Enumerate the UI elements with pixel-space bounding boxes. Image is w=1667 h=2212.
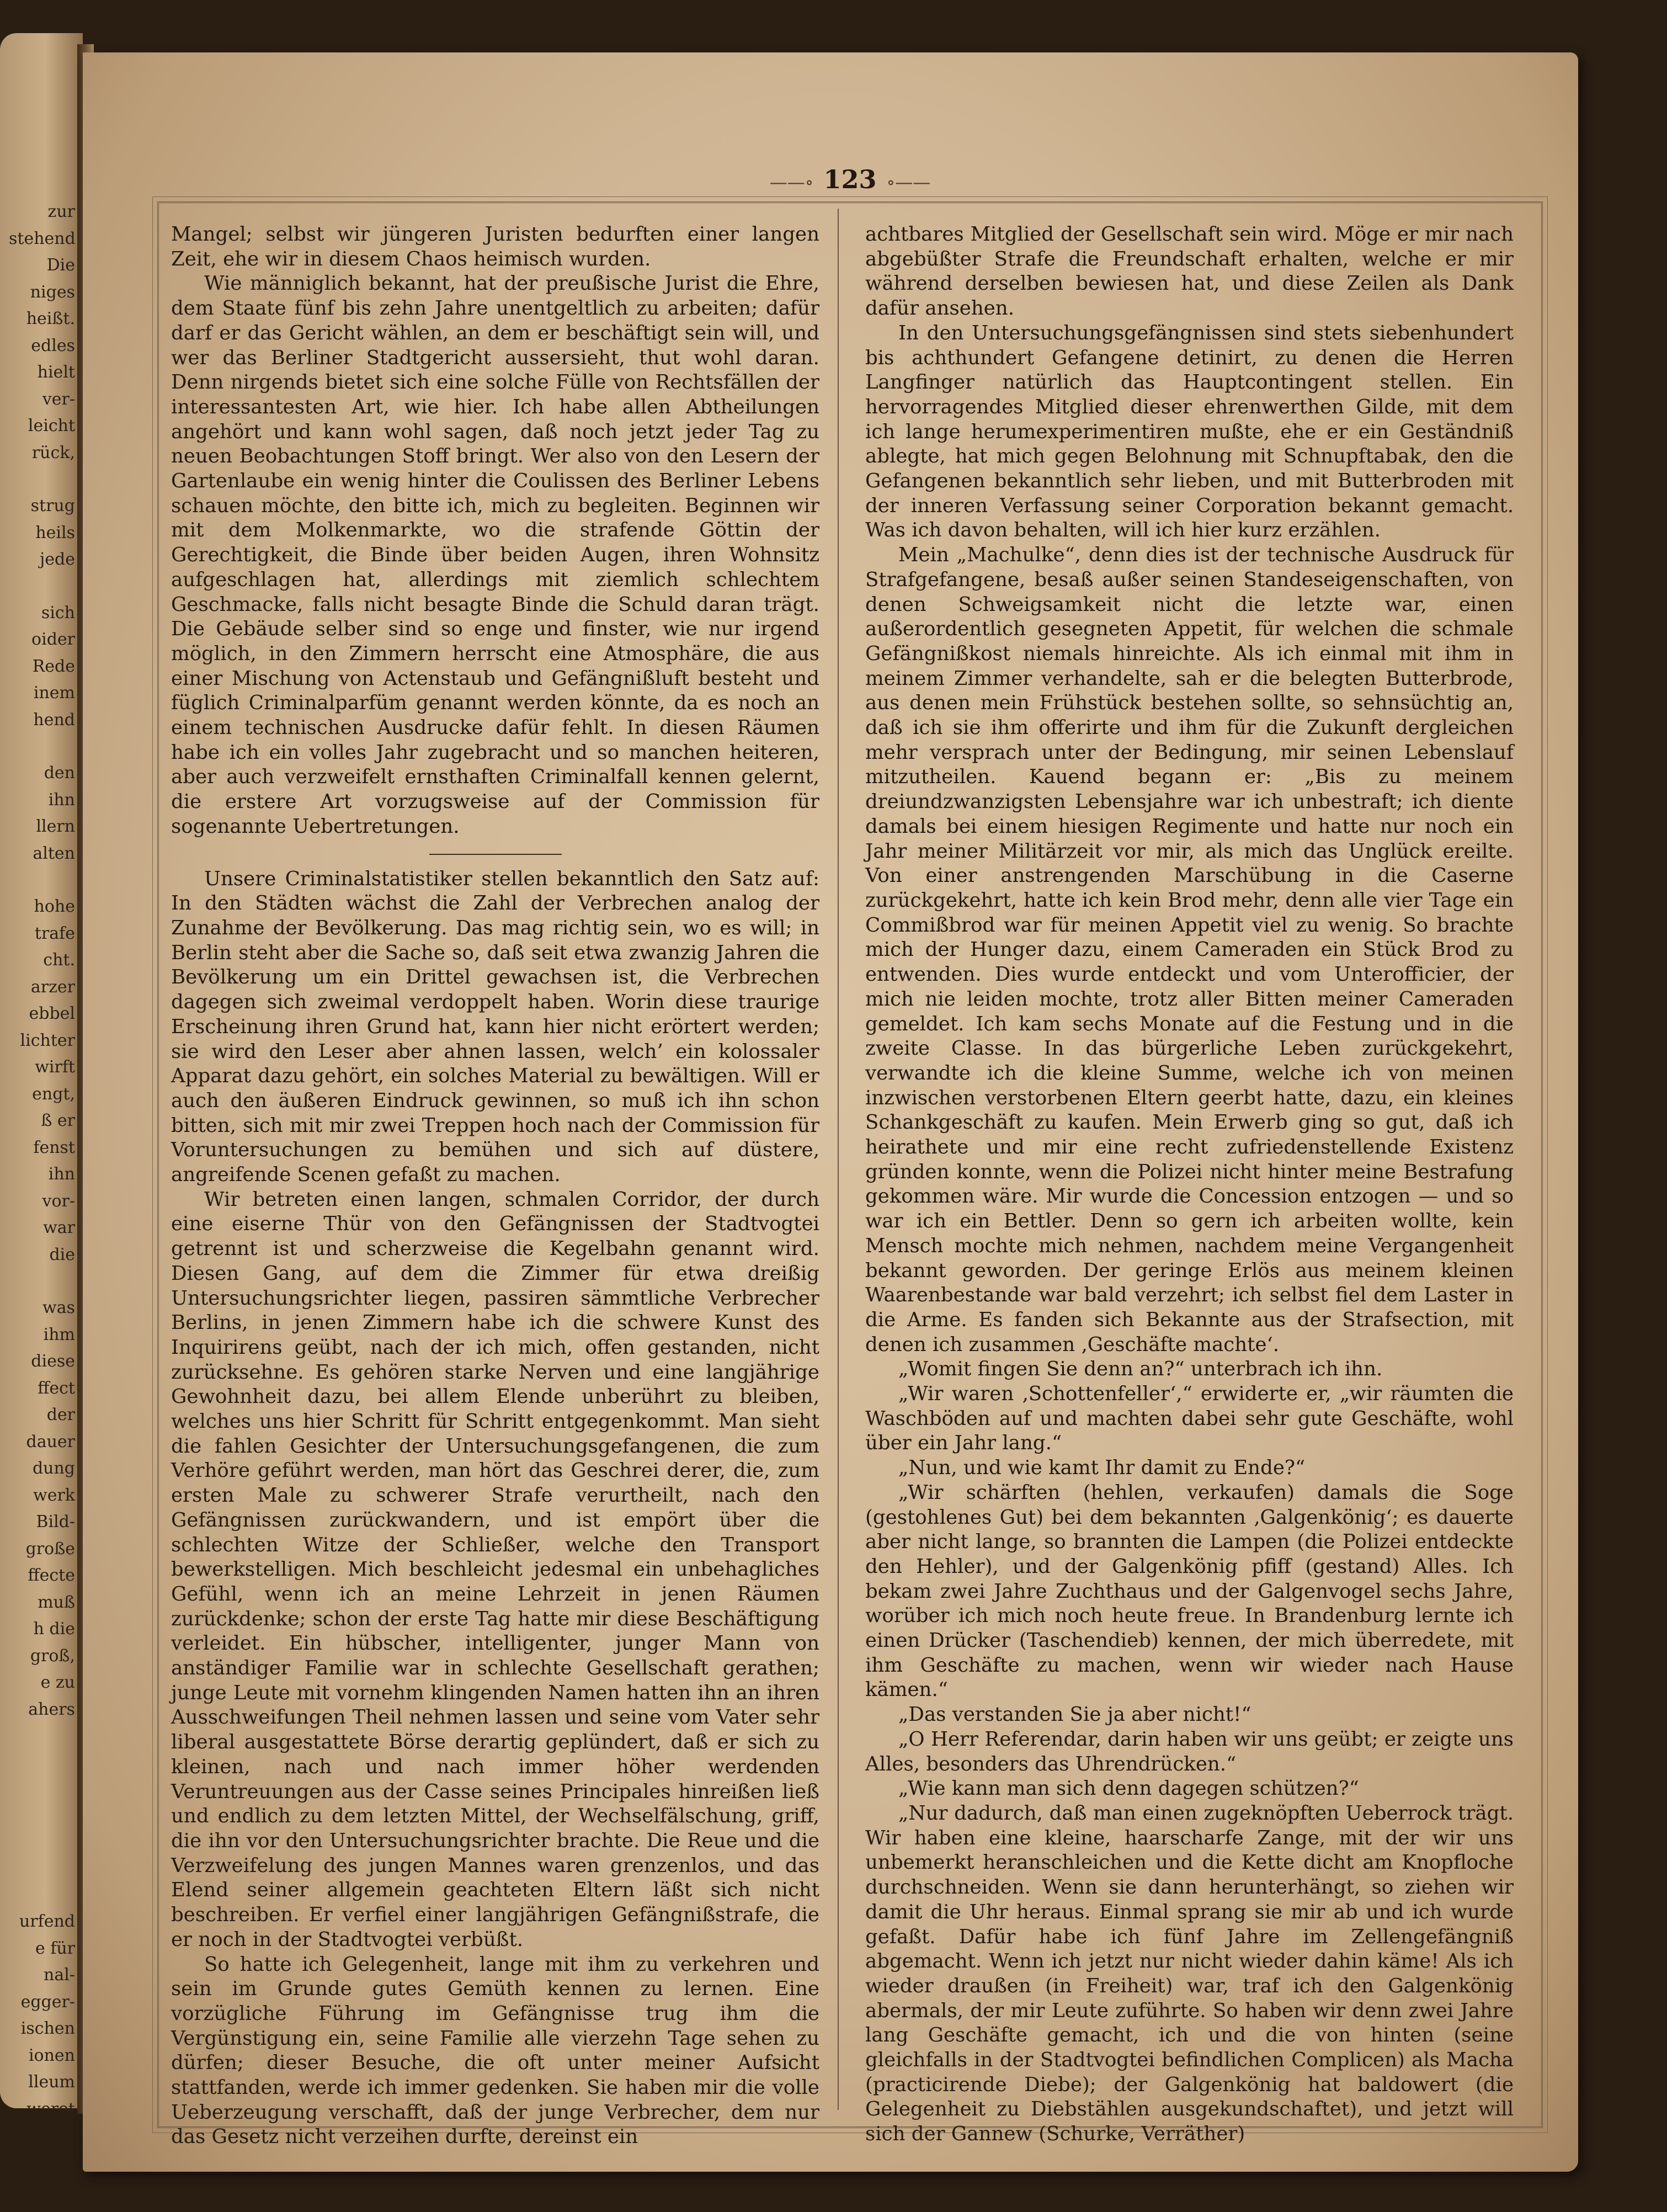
previous-page-fragment: hend — [33, 710, 75, 730]
previous-page-fragment: zur — [47, 202, 75, 221]
previous-page-fragment: lleum — [28, 2072, 75, 2092]
previous-page-fragment: stehend — [9, 228, 76, 248]
page-number-header — [159, 164, 1541, 194]
previous-page-text-fragments — [9, 199, 75, 2123]
previous-page-fragment: inem — [33, 683, 75, 703]
previous-page-fragment: dung — [32, 1459, 75, 1478]
previous-page-fragment: jede — [39, 550, 75, 569]
previous-page-fragment: e für — [35, 1938, 75, 1958]
previous-page-fragment — [9, 733, 75, 760]
previous-page-fragment: ffect — [38, 1378, 75, 1398]
previous-page-fragment — [9, 867, 75, 894]
section-rule — [429, 854, 562, 855]
previous-page-fragment: die — [49, 1245, 75, 1264]
previous-page-fragment: ffecte — [28, 1566, 75, 1585]
previous-page-fragment: war — [43, 1218, 75, 1237]
previous-page-fragment: fenst — [33, 1137, 75, 1157]
previous-page-fragment — [9, 1776, 75, 1802]
previous-page-fragment: llern — [36, 817, 75, 836]
previous-page-fragment: ionen — [28, 2045, 75, 2065]
previous-page-fragment: heils — [35, 523, 75, 543]
previous-page-edge — [0, 33, 83, 2119]
previous-page-fragment: engt, — [32, 1084, 75, 1104]
previous-page-fragment: muß — [38, 1592, 75, 1612]
previous-page-fragment: was — [42, 1298, 75, 1317]
previous-page-fragment — [9, 1802, 75, 1829]
previous-page-fragment: groß, — [30, 1646, 75, 1666]
paragraph: achtbares Mitglied der Gesellschaft sein wird. Möge er mir nach abgebüßter Strafe die Freundschaft erhalten, welche er mir während derselben bewiesen hat, und diese Zeilen als Dank dafür ansehen. — [865, 223, 1514, 320]
previous-page-fragment: ver- — [42, 389, 75, 409]
paragraph: Mangel; selbst wir jüngeren Juristen bedurften einer langen Zeit, ehe wir in diesem Chaos heimisch wurden. — [171, 223, 819, 270]
previous-page-fragment: nal- — [44, 1965, 75, 1985]
previous-page-fragment: cht. — [43, 950, 75, 970]
previous-page-fragment: hohe — [34, 897, 75, 916]
previous-page-fragment — [9, 1750, 75, 1776]
page-number: 123 — [823, 164, 877, 194]
previous-page-fragment: rück, — [31, 443, 75, 462]
previous-page-fragment: große — [25, 1539, 75, 1559]
paragraph: So hatte ich Gelegenheit, lange mit ihm zu verkehren und sein im Grunde gutes Gemüth kennen zu lernen. Eine vorzügliche Führung im Gefängnisse trug ihm die Vergünstigung ein, seine Familie alle vierzehn Tage sehen zu dürfen; dieser Besuche, die oft unter meiner Aufsicht stattfanden, werde ich immer gedenken. Sie haben mir die volle Ueberzeugung verschafft, daß der junge Verbrecher, dem nur das Gesetz nicht verzeihen durfte, dereinst ein — [171, 1953, 819, 2149]
previous-page-fragment: e zu — [40, 1673, 75, 1692]
previous-page-fragment: Die — [46, 256, 75, 275]
previous-page-fragment: oider — [31, 630, 75, 649]
previous-page-fragment: dauer — [26, 1432, 75, 1451]
previous-page-fragment: urfend — [19, 1912, 75, 1931]
ornament-right: ∘—— — [886, 172, 931, 193]
previous-page-fragment: edles — [31, 336, 75, 355]
dialogue-line: „Nun, und wie kamt Ihr damit zu Ende?“ — [898, 1456, 1306, 1480]
paragraph: Mein „Machulke“, denn dies ist der technische Ausdruck für Strafgefangene, besaß außer seinen Standeseigenschaften, von denen Schweigsamkeit nicht die letzte war, einen außerordentlich gesegneten Appetit, für welchen die schmale Gefängnißkost niemals hinreichte. Als ich einmal mit ihm in meinem Zimmer verhandelte, sah er die belegten Butterbrode, aus denen mein Frühstück bestehen sollte, so sehnsüchtig an, daß ich sie ihm offerirte und ihm für die Zukunft dergleichen mehr versprach unter der Bedingung, mir seinen Lebenslauf mitzutheilen. Kauend begann er: „Bis zu meinem dreiundzwanzigsten Lebensjahre war ich unbestraft; ich diente damals bei einem hiesigen Regimente und hatte nur noch ein Jahr meiner Militärzeit vor mir, als mich das Unglück ereilte. Von einer anstrengenden Marschübung in die Caserne zurückgekehrt, hatte ich kein Brod mehr, denn alle vier Tage ein Commißbrod war für meinen Appetit viel zu wenig. So brachte mich der Hunger dazu, einem Cameraden ein Stück Brod zu entwenden. Dies wurde entdeckt und vom Unterofficier, der mich nie leiden mochte, trotz aller Bitten meiner Cameraden gemeldet. Ich kam sechs Monate auf die Festung und in die zweite Classe. In das bürgerliche Leben zurückgekehrt, verwandte ich die kleine Summe, welche ich von meinen inzwischen verstorbenen Eltern geerbt hatte, dazu, ein kleines Schankgeschäft zu kaufen. Mein Erwerb ging so gut, daß ich heirathete und mir eine recht zufriedenstellende Existenz gründen konnte, wenn die Polizei nicht hinter meine Bestrafung gekommen wäre. Mir wurde die Concession entzogen — und so war ich ein Bettler. Denn so gern ich arbeiten wollte, kein Mensch mochte mich nehmen, nachdem meine Vergangenheit bekannt geworden. Der geringe Erlös aus meinem kleinen Waarenbestande war bald verzehrt; ich selbst fiel dem Laster in die Arme. Es fanden sich Bekannte aus der Strafsection, mit denen ich zusammen ‚Geschäfte machte‘. — [865, 544, 1514, 1356]
dialogue-line: „Wir schärften (hehlen, verkaufen) damals die Soge (gestohlenes Gut) bei dem bekannten ‚Galgenkönig‘; es dauerte aber nicht lange, so brannten die Lampen (die Polizei entdeckte den Hehler), und der Galgenkönig pfiff (gestand) Alles. Ich bekam zwei Jahre Zuchthaus und der Galgenvogel sechs Jahre, worüber ich mich noch heute freue. In Brandenburg lernte ich einen Drücker (Taschendieb) kennen, der mich überredete, mit ihm Geschäfte zu machen, wenn wir wieder nach Hause kämen.“ — [865, 1481, 1514, 1701]
page-frame — [157, 164, 1543, 2149]
book-page — [83, 52, 1578, 2172]
paragraph: In den Untersuchungsgefängnissen sind stets siebenhundert bis achthundert Gefangene detinirt, zu denen die Herren Langfinger natürlich das Hauptcontingent stellen. Ein hervorragendes Mitglied dieser ehrenwerthen Gilde, mit dem ich lange herumexperimentiren mußte, ehe er ein Geständniß ablegte, hat mich gegen Belohnung mit Schnupftabak, den die Gefangenen bekanntlich sehr lieben, und mit Butterbroden mit der inneren Verfassung seiner Corporation bekannt gemacht. Was ich davon behalten, will ich hier kurz erzählen. — [865, 321, 1514, 542]
dialogue-line: „Nur dadurch, daß man einen zugeknöpften Ueberrock trägt. Wir haben eine kleine, haarscharfe Zange, mit der wir uns unbemerkt heranschleichen und die Kette dicht am Knopfloche durchschneiden. Wenn sie dann herunterhängt, so ziehen wir damit die Uhr heraus. Einmal sprang sie mir ab und ich wurde gefaßt. Dafür habe ich fünf Jahre im Zellengefängniß abgemacht. Wenn ich jetzt nur nicht wieder dahin käme! Als ich wieder draußen (in Freiheit) war, traf ich den Galgenkönig abermals, der mir Leute zuführte. So haben wir denn zwei Jahre lang Geschäfte gemacht, ich und die von hinten (seine gleichfalls in der Stadtvogtei befindlichen Complicen) als Macha (practicirende Diebe); der Galgenkönig hat baldowert (die Gelegenheit zu Diebstählen ausgekundschaftet), und jetzt will sich der Gannew (Schurke, Verräther) — [865, 1802, 1514, 2146]
right-column — [865, 222, 1514, 2147]
previous-page-fragment: wirft — [35, 1057, 75, 1077]
previous-page-fragment: der — [46, 1405, 75, 1424]
previous-page-fragment: Rede — [32, 656, 75, 676]
dialogue-line: „Das verstanden Sie ja aber nicht!“ — [898, 1703, 1251, 1726]
previous-page-fragment: den — [44, 763, 75, 783]
left-column — [171, 222, 819, 2150]
previous-page-fragment: trafe — [34, 923, 75, 943]
previous-page-fragment: h die — [33, 1619, 75, 1639]
paragraph: Wie männiglich bekannt, hat der preußische Jurist die Ehre, dem Staate fünf bis zehn Jahre unentgeltlich zu arbeiten; dafür darf er das Gericht wählen, an dem er beschäftigt sein will, und wer das Berliner Stadtgericht aussersieht, thut wohl daran. Denn nirgends bietet sich eine solche Fülle von Rechtsfällen der interessantesten Art, wie hier. Ich habe allen Abtheilungen angehört und kann wohl sagen, daß noch jetzt jeder Tag zu neuen Beobachtungen Stoff bringt. Wer also von den Lesern der Gartenlaube ein wenig hinter die Coulissen des Berliner Lebens schauen möchte, den bitte ich, mich zu begleiten. Beginnen wir mit dem Molkenmarkte, wo die strafende Göttin der Gerechtigkeit, die Binde über beiden Augen, ihren Wohnsitz aufgeschlagen hat, allerdings mit ziemlich schlechtem Geschmacke, falls nicht besagte Binde die Schuld daran trägt. Die Gebäude selber sind so enge und finster, wie nur irgend möglich, in den Zimmern herrscht eine Atmosphäre, die aus einer Mischung von Actenstaub und Gefängnißluft besteht und füglich Criminalparfüm genannt werden könnte, da es noch an einem technischen Ausdrucke dafür fehlt. In diesen Räumen habe ich ein volles Jahr zugebracht und so manchen heiteren, aber auch verzweifelt ernsthaften Criminalfall kennen gelernt, die erstere Art vorzugsweise auf der Commission für sogenannte Uebertretungen. — [171, 272, 819, 838]
previous-page-fragment: weret — [26, 2099, 75, 2119]
dialogue-line: „Wie kann man sich denn dagegen schützen?“ — [898, 1777, 1359, 1800]
previous-page-fragment: ahers — [28, 1699, 75, 1719]
previous-page-fragment: hielt — [37, 363, 75, 382]
previous-page-fragment: ihn — [48, 790, 75, 810]
previous-page-fragment: lichter — [20, 1030, 75, 1050]
previous-page-fragment: ihn — [48, 1165, 75, 1184]
previous-page-fragment: ß er — [41, 1111, 75, 1130]
previous-page-fragment: sich — [41, 603, 75, 623]
previous-page-fragment — [9, 1829, 75, 1855]
previous-page-fragment: niges — [30, 282, 75, 302]
column-divider — [838, 209, 839, 2110]
previous-page-fragment — [9, 1855, 75, 1882]
previous-page-fragment: egger- — [20, 1992, 75, 2012]
previous-page-fragment: ihm — [43, 1325, 75, 1344]
previous-page-fragment: diese — [31, 1352, 75, 1371]
previous-page-fragment: Bild- — [36, 1512, 75, 1532]
previous-page-fragment — [9, 1723, 75, 1750]
previous-page-fragment: leicht — [28, 416, 75, 435]
paragraph: Unsere Criminalstatistiker stellen bekanntlich den Satz auf: In den Städten wächst die Zahl der Verbrechen analog der Zunahme der Bevölkerung. Das mag richtig sein, wo es will; in Berlin steht aber die Sache so, daß seit etwa zwanzig Jahren die Bevölkerung um ein Drittel gewachsen ist, die Verbrechen dagegen sich zweimal verdoppelt haben. Worin diese traurige Erscheinung ihren Grund hat, kann hier nicht erörtert werden; sie wird den Leser aber ahnen lassen, welch’ ein kolossaler Apparat dazu gehört, ein solches Material zu bewältigen. Will er auch den äußeren Eindruck gewinnen, so muß ich ihn schon bitten, sich mit mir zwei Treppen hoch nach der Commission für Voruntersuchungen zu bemühen und sich auf düstere, angreifende Scenen gefaßt zu machen. — [171, 867, 819, 1187]
previous-page-fragment: heißt. — [26, 309, 75, 328]
paragraph: Wir betreten einen langen, schmalen Corridor, der durch eine eiserne Thür von den Gefängnissen der Stadtvogtei getrennt ist und scherzweise die Kegelbahn genannt wird. Diesen Gang, auf dem die Zimmer für etwa dreißig Untersuchungsrichter liegen, passiren sämmtliche Verbrecher Berlins, in jenen Zimmern habe ich die schwere Kunst des Inquirirens geübt, nach der ich mich, offen gestanden, nicht zurücksehne. Es gehören starke Nerven und eine langjährige Gewohnheit dazu, bei allem Elende unberührt zu bleiben, welches uns hier Schritt für Schritt entgegenkommt. Man sieht die fahlen Gesichter der Untersuchungsgefangenen, die zum Verhöre geführt werden, man hört das Geschrei derer, die, zum ersten Male zu schwerer Strafe verurtheilt, nach den Gefängnissen zurückwandern, und ist empört über die schlechten Witze der Schließer, welche den Transport bewerkstelligen. Mich beschleicht jedesmal ein unbehagliches Gefühl, wenn ich an meine Lehrzeit in jenen Räumen zurückdenke; schon der erste Tag hatte mir diese Beschäftigung verleidet. Ein hübscher, intelligenter, junger Mann von anständiger Familie war in schlechte Gesellschaft gerathen; junge Leute mit vornehm klingenden Namen hatten ihn an ihren Ausschweifungen Theil nehmen lassen und seine vom Vater sehr liberal ausgestattete Börse derartig geplündert, daß er sich zu kleinen, nach und nach immer höher werdenden Veruntreuungen aus der Casse seines Principales hinreißen ließ und endlich zu dem letzten Mittel, der Wechselfälschung, griff, die ihn vor den Untersuchungsrichter brachte. Die Reue und die Verzweifelung des jungen Mannes waren grenzenlos, und das Elend seiner allgemein geachteten Eltern läßt sich nicht beschreiben. Er verfiel einer langjährigen Gefängnißstrafe, die er noch in der Stadtvogtei verbüßt. — [171, 1188, 819, 1951]
previous-page-fragment: werk — [33, 1485, 75, 1505]
previous-page-fragment: vor- — [42, 1191, 75, 1211]
previous-page-fragment — [9, 1268, 75, 1295]
ornament-left: ——∘ — [769, 172, 814, 193]
dialogue-line: „Womit fingen Sie denn an?“ unterbrach ich ihn. — [898, 1358, 1383, 1381]
previous-page-fragment — [9, 1882, 75, 1908]
previous-page-fragment — [9, 573, 75, 600]
previous-page-fragment: strug — [30, 496, 75, 515]
previous-page-fragment: ebbel — [29, 1004, 75, 1023]
dialogue-line: „O Herr Referendar, darin haben wir uns geübt; er zeigte uns Alles, besonders das Uhrendrücken.“ — [865, 1727, 1514, 1775]
dialogue-line: „Wir waren ‚Schottenfeller‘,“ erwiderte er, „wir räumten die Waschböden auf und machten dabei sehr gute Geschäfte, wohl über ein Jahr lang.“ — [865, 1382, 1514, 1455]
previous-page-fragment: alten — [33, 843, 75, 863]
previous-page-fragment — [9, 466, 75, 493]
previous-page-fragment: arzer — [30, 977, 75, 997]
previous-page-fragment: ischen — [20, 2019, 75, 2038]
